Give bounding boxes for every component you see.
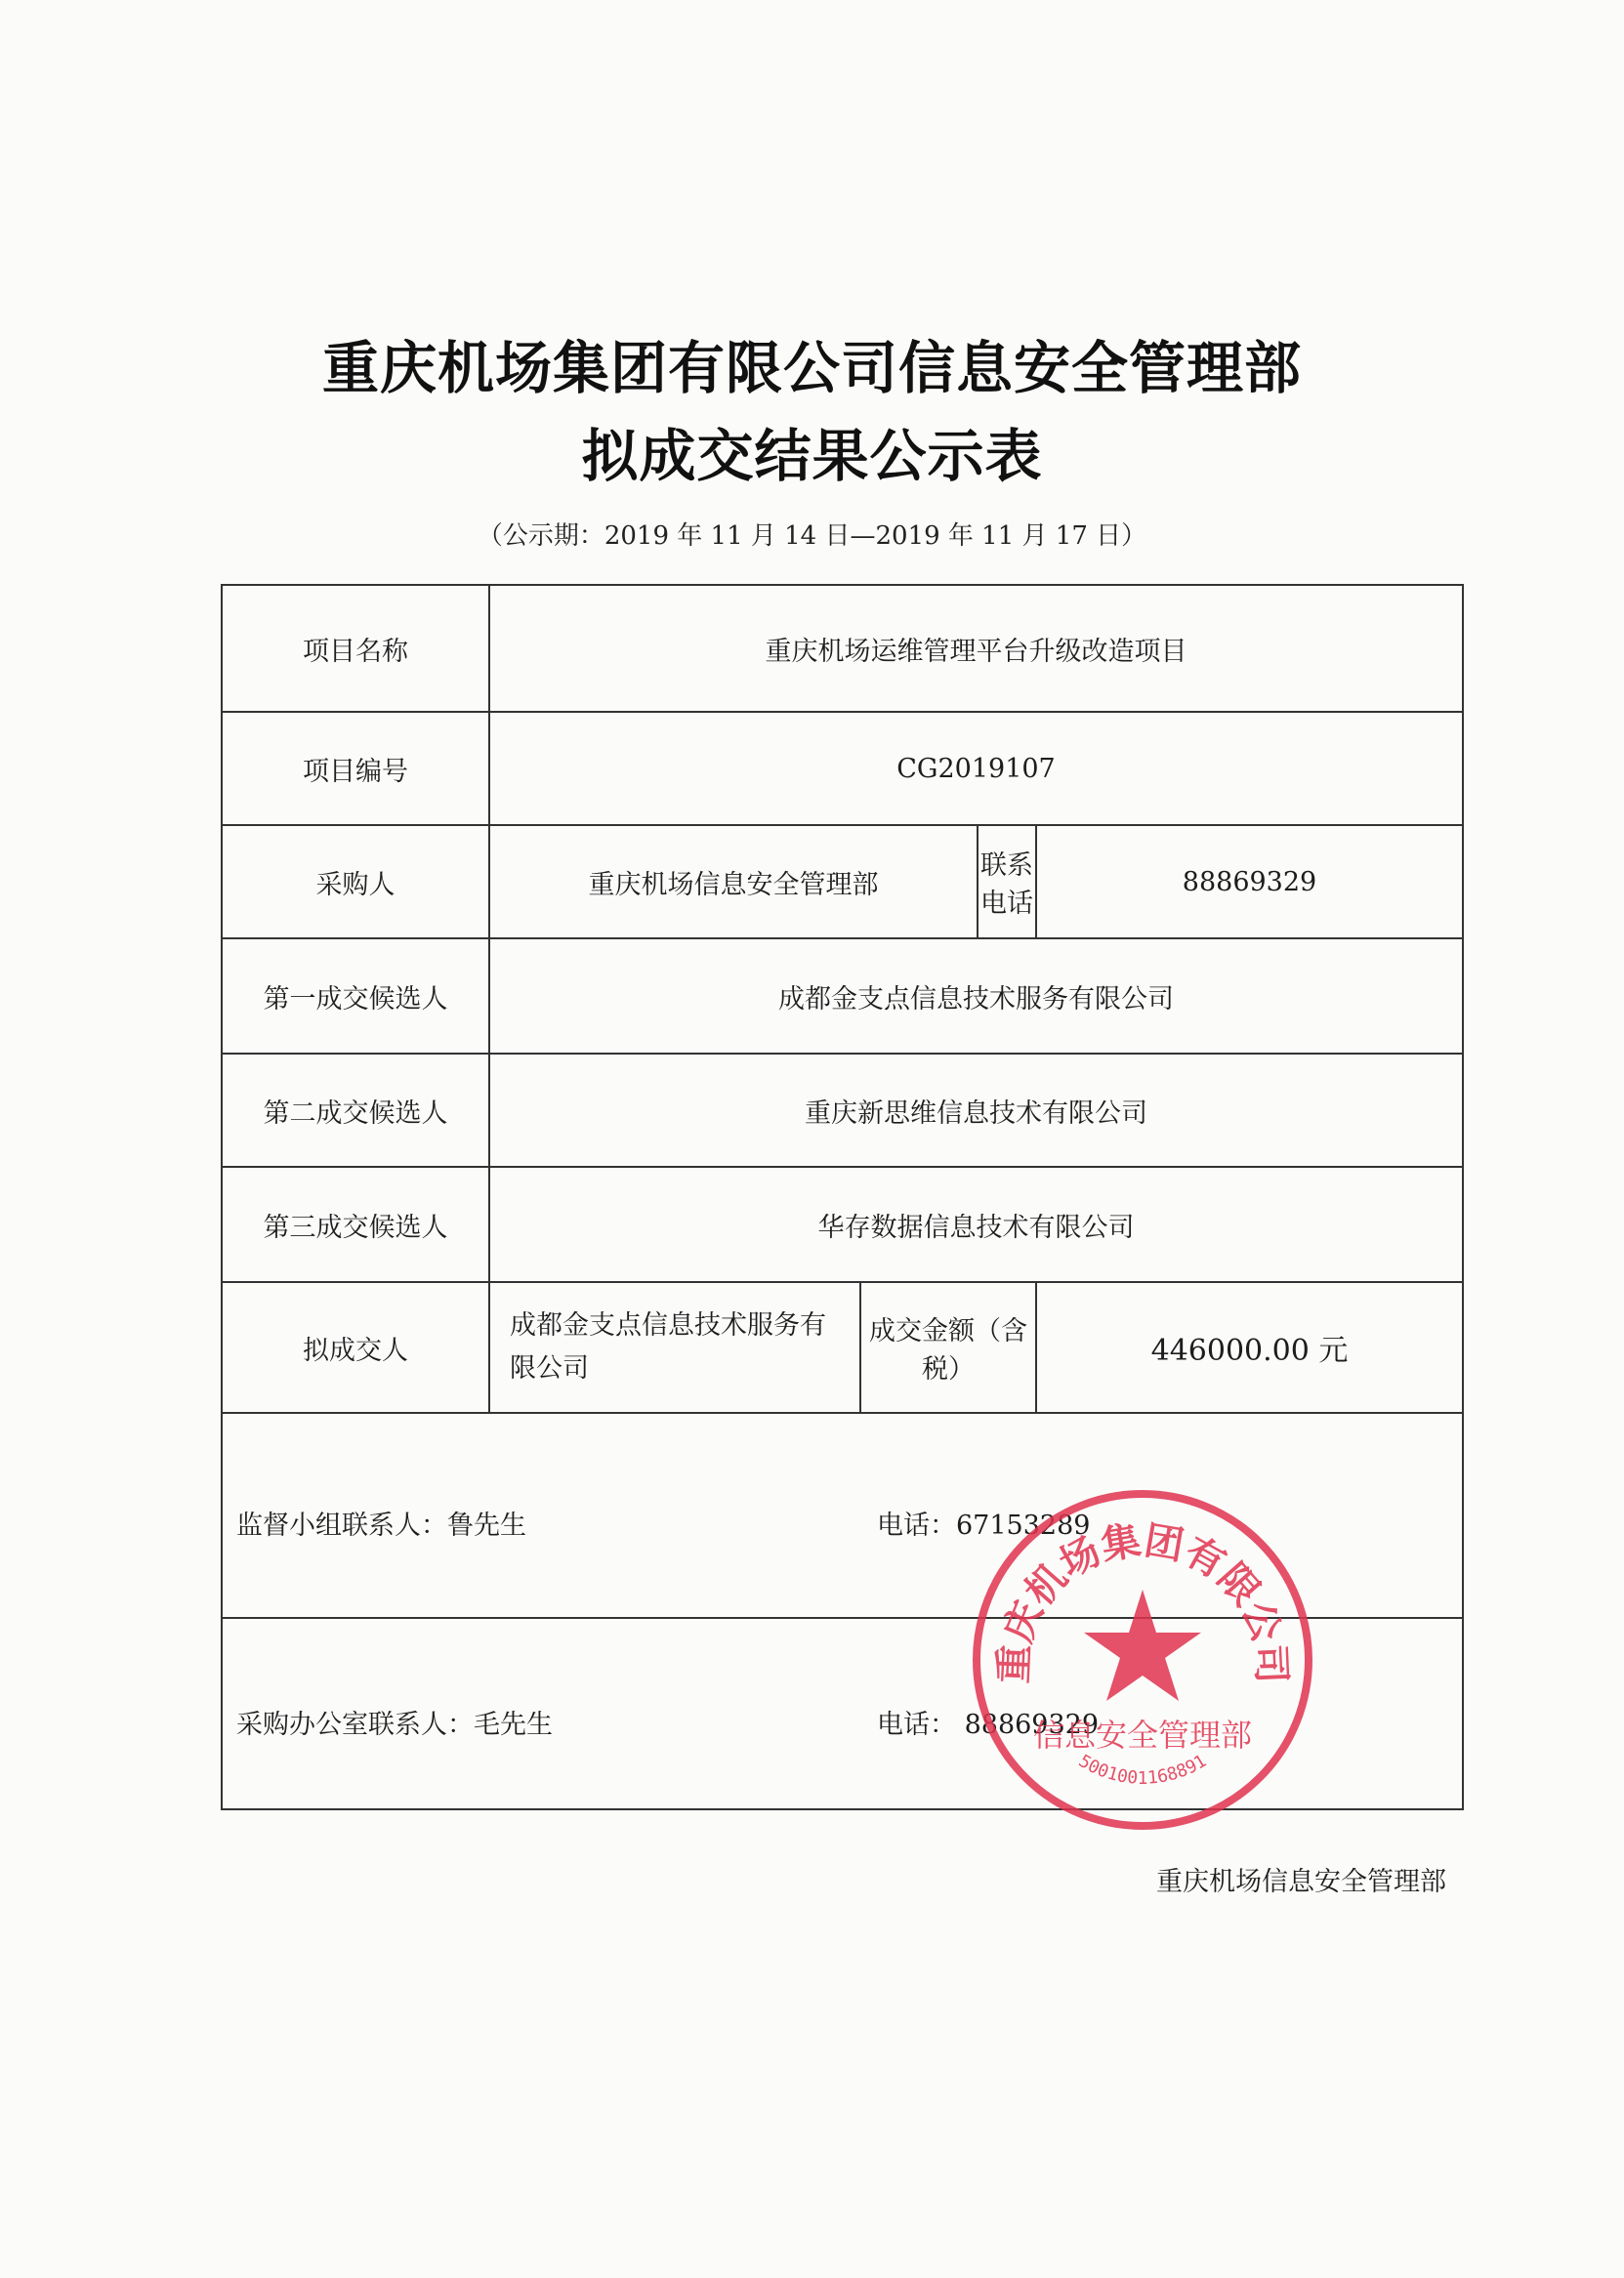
purchasing-office-cell (222, 1618, 1463, 1809)
table-row (222, 825, 1463, 938)
supervision-cell (222, 1413, 1463, 1618)
publicity-period: （公示期：2019 年 11 月 14 日—2019 年 11 月 17 日） (477, 521, 1147, 551)
project-name-value: 重庆机场运维管理平台升级改造项目 (489, 585, 1463, 712)
document-title-line1: 重庆机场集团有限公司信息安全管理部 (321, 335, 1302, 401)
candidate1-value: 成都金支点信息技术服务有限公司 (489, 938, 1463, 1054)
winner-label: 拟成交人 (222, 1282, 489, 1413)
amount-label: 成交金额（含税） (860, 1282, 1036, 1413)
purchaser-phone-value: 88869329 (1036, 825, 1463, 938)
purchaser-value: 重庆机场信息安全管理部 (489, 825, 978, 938)
issuer-signature: 重庆机场信息安全管理部 (1156, 1867, 1446, 1897)
result-table (221, 584, 1464, 1810)
project-name-label: 项目名称 (222, 585, 489, 712)
purchaser-phone-label: 联系电话 (978, 825, 1036, 938)
candidate2-label: 第二成交候选人 (222, 1054, 489, 1167)
project-no-value: CG2019107 (489, 712, 1463, 825)
seal-ring-text: 重庆机场集团有限公司 (991, 1517, 1294, 1685)
purchasing-office-contact: 采购办公室联系人：毛先生 (236, 1710, 553, 1740)
table-row (222, 585, 1463, 712)
amount-value: 446000.00 元 (1036, 1282, 1463, 1413)
table-row (222, 1167, 1463, 1282)
table-row (222, 1282, 1463, 1413)
purchaser-label: 采购人 (222, 825, 489, 938)
candidate3-value: 华存数据信息技术有限公司 (489, 1167, 1463, 1282)
candidate2-value: 重庆新思维信息技术有限公司 (489, 1054, 1463, 1167)
candidate1-label: 第一成交候选人 (222, 938, 489, 1054)
table-row (222, 938, 1463, 1054)
supervision-phone: 电话：67153289 (877, 1511, 1091, 1541)
candidate3-label: 第三成交候选人 (222, 1167, 489, 1282)
purchasing-office-phone: 电话： 88869329 (877, 1710, 1100, 1740)
winner-value: 成都金支点信息技术服务有限公司 (489, 1282, 860, 1413)
table-row (222, 1413, 1463, 1618)
project-no-label: 项目编号 (222, 712, 489, 825)
table-row (222, 1618, 1463, 1809)
table-row (222, 1054, 1463, 1167)
supervision-contact: 监督小组联系人：鲁先生 (236, 1511, 526, 1541)
document-title-line2: 拟成交结果公示表 (581, 423, 1043, 489)
seal-number: 5001001168891 (1074, 1751, 1211, 1789)
table-row (222, 712, 1463, 825)
seal-inner-text: 信息安全管理部 (1032, 1717, 1253, 1754)
